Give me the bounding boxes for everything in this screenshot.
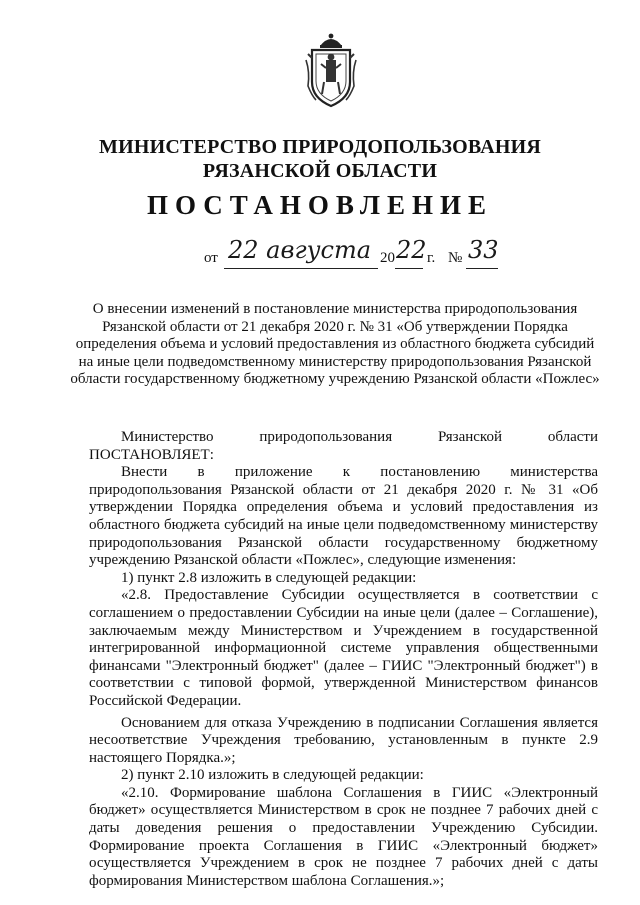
document-subject: О внесении изменений в постановление министерства природопользования Рязанской области от 21 декабря 2020 г. № 31 «Об утверждении Порядка определения объема и условий предоставления из областного бюджета субсидий на иные цели подведомственному министерству природопользования Рязанской области государственному бюджетному учреждению Рязанской области «Пожлес» bbox=[70, 301, 600, 388]
body-paragraph-5: Основанием для отказа Учреждению в подписании Соглашения является несоответствие Учреждения требованию, установленным в пункте 2.9 настоящего Порядка.»; bbox=[89, 714, 598, 766]
number-underline bbox=[466, 268, 498, 269]
year-suffix: г. bbox=[427, 250, 436, 266]
handwritten-year: 22 bbox=[396, 236, 427, 264]
body-paragraph-2: Внести в приложение к постановлению министерства природопользования Рязанской области от 21 декабря 2020 г. № 31 «Об утверждении Порядка определения объема и условий предоставления из областного бюджета субсидий на иные цели подведомственному министерству природопользования Рязанской области государственному бюджетному учреждению Рязанской области «Пожлес», следующие изменения: bbox=[89, 464, 598, 569]
date-prefix: от bbox=[204, 250, 218, 266]
ministry-name-line2: РЯЗАНСКОЙ ОБЛАСТИ bbox=[202, 160, 438, 182]
year-underline bbox=[395, 268, 423, 269]
date-underline bbox=[224, 268, 378, 269]
date-number-line bbox=[200, 236, 500, 274]
document-type-title: ПОСТАНОВЛЕНИЕ bbox=[146, 190, 494, 220]
handwritten-number: 33 bbox=[468, 236, 499, 264]
document-body bbox=[89, 429, 598, 890]
body-paragraph-3: 1) пункт 2.8 изложить в следующей редакции: bbox=[121, 569, 417, 586]
year-prefix: 20 bbox=[380, 250, 395, 266]
body-paragraph-1: Министерство природопользования Рязанской области ПОСТАНОВЛЯЕТ: bbox=[89, 429, 598, 463]
body-paragraph-7: «2.10. Формирование шаблона Соглашения в ГИИС «Электронный бюджет» осуществляется Министерством в срок не позднее 7 рабочих дней с даты доведения решения о предоставлении Учреждению Субсидии. Формирование проекта Соглашения в ГИИС «Электронный бюджет» осуществляется Учреждением в срок не позднее 7 рабочих дней с даты формирования Министерством шаблона Соглашения.»; bbox=[89, 784, 598, 889]
handwritten-date: 22 августа bbox=[228, 236, 372, 264]
ministry-name-line1: МИНИСТЕРСТВО ПРИРОДОПОЛЬЗОВАНИЯ bbox=[99, 136, 541, 158]
body-paragraph-6: 2) пункт 2.10 изложить в следующей редакции: bbox=[121, 767, 424, 784]
coat-of-arms-icon bbox=[302, 30, 360, 112]
body-paragraph-4: «2.8. Предоставление Субсидии осуществляется в соответствии с соглашением о предоставлении Субсидии на иные цели (далее – Соглашение), заключаемым между Министерством и Учреждением в государственной интегрированной информационной системе управления общественными финансами "Электронный бюджет" (далее – ГИИС "Электронный бюджет") в соответствии с типовой формой, утвержденной Министерством финансов Российской Федерации. bbox=[89, 587, 598, 709]
number-sign: № bbox=[448, 250, 463, 266]
